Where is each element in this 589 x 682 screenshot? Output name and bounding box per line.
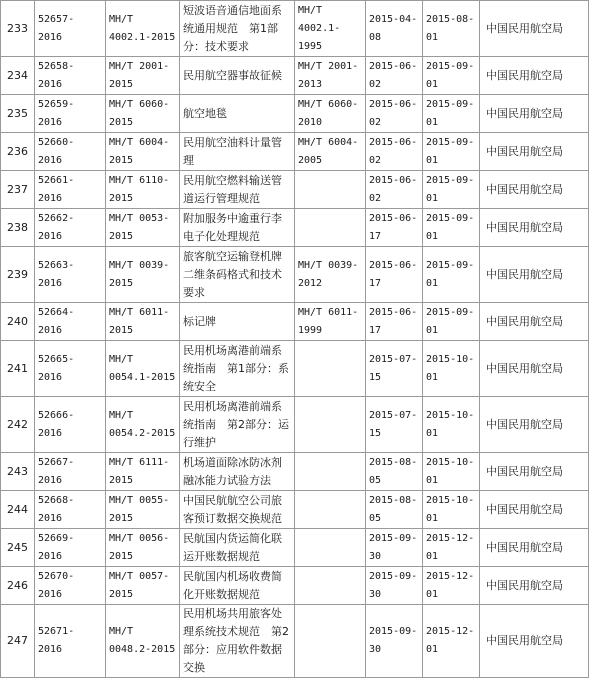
row-number-cell: 235 [1,95,35,133]
effective-date-cell: 2015-12- 01 [423,567,480,605]
effective-date-cell: 2015-09- 01 [423,133,480,171]
replaced-standard-cell [295,171,366,209]
table-body [1,1,589,678]
effective-date-cell: 2015-09- 01 [423,171,480,209]
registration-id-cell: 52667- 2016 [35,453,106,491]
issue-date-cell: 2015-06- 17 [366,209,423,247]
standard-title-cell: 民用机场离港前端系统指南 第2部分：运行维护 [180,397,295,453]
replaced-standard-cell: MH/T 6004- 2005 [295,133,366,171]
row-number-cell: 237 [1,171,35,209]
standard-code-cell: MH/T 6110- 2015 [106,171,180,209]
publisher-cell: 中国民用航空局 [480,247,589,303]
issue-date-cell: 2015-06- 17 [366,303,423,341]
replaced-standard-cell [295,209,366,247]
publisher-cell: 中国民用航空局 [480,171,589,209]
standard-title-cell: 民用机场离港前端系统指南 第1部分：系统安全 [180,341,295,397]
replaced-standard-cell [295,605,366,678]
issue-date-cell: 2015-06- 02 [366,171,423,209]
standard-title-cell: 机场道面除冰防冰剂融冰能力试验方法 [180,453,295,491]
registration-id-cell: 52669- 2016 [35,529,106,567]
registration-id-cell: 52671- 2016 [35,605,106,678]
publisher-cell: 中国民用航空局 [480,303,589,341]
table-row [1,453,589,491]
issue-date-cell: 2015-08- 05 [366,491,423,529]
table-row [1,397,589,453]
registration-id-cell: 52658- 2016 [35,57,106,95]
row-number-cell: 240 [1,303,35,341]
table-row [1,209,589,247]
issue-date-cell: 2015-06- 02 [366,95,423,133]
replaced-standard-cell [295,529,366,567]
table-row [1,567,589,605]
issue-date-cell: 2015-09- 30 [366,567,423,605]
effective-date-cell: 2015-10- 01 [423,491,480,529]
replaced-standard-cell: MH/T 4002.1-1995 [295,1,366,57]
replaced-standard-cell [295,341,366,397]
row-number-cell: 244 [1,491,35,529]
issue-date-cell: 2015-09- 30 [366,605,423,678]
table-row [1,95,589,133]
publisher-cell: 中国民用航空局 [480,397,589,453]
standard-code-cell: MH/T 4002.1-2015 [106,1,180,57]
effective-date-cell: 2015-09- 01 [423,303,480,341]
registration-id-cell: 52666- 2016 [35,397,106,453]
registration-id-cell: 52668- 2016 [35,491,106,529]
standard-title-cell: 附加服务中逾重行李电子化处理规范 [180,209,295,247]
publisher-cell: 中国民用航空局 [480,605,589,678]
table-row [1,57,589,95]
standard-code-cell: MH/T 0039- 2015 [106,247,180,303]
issue-date-cell: 2015-06- 02 [366,133,423,171]
table-row [1,341,589,397]
table-row [1,133,589,171]
table-row [1,303,589,341]
effective-date-cell: 2015-12- 01 [423,605,480,678]
issue-date-cell: 2015-09- 30 [366,529,423,567]
table-row [1,529,589,567]
standard-title-cell: 旅客航空运输登机牌二维条码格式和技术要求 [180,247,295,303]
publisher-cell: 中国民用航空局 [480,133,589,171]
replaced-standard-cell: MH/T 0039- 2012 [295,247,366,303]
standard-code-cell: MH/T 0053- 2015 [106,209,180,247]
publisher-cell: 中国民用航空局 [480,491,589,529]
table-row [1,171,589,209]
effective-date-cell: 2015-10- 01 [423,453,480,491]
issue-date-cell: 2015-04- 08 [366,1,423,57]
registration-id-cell: 52660- 2016 [35,133,106,171]
replaced-standard-cell [295,491,366,529]
row-number-cell: 234 [1,57,35,95]
issue-date-cell: 2015-08- 05 [366,453,423,491]
standard-code-cell: MH/T 0055- 2015 [106,491,180,529]
row-number-cell: 236 [1,133,35,171]
standard-code-cell: MH/T 6011- 2015 [106,303,180,341]
row-number-cell: 246 [1,567,35,605]
effective-date-cell: 2015-08- 01 [423,1,480,57]
replaced-standard-cell: MH/T 6011- 1999 [295,303,366,341]
standard-title-cell: 短波语音通信地面系统通用规范 第1部分：技术要求 [180,1,295,57]
effective-date-cell: 2015-09- 01 [423,57,480,95]
replaced-standard-cell [295,397,366,453]
publisher-cell: 中国民用航空局 [480,57,589,95]
publisher-cell: 中国民用航空局 [480,567,589,605]
standard-code-cell: MH/T 0057- 2015 [106,567,180,605]
standard-code-cell: MH/T 0054.2-2015 [106,397,180,453]
standard-code-cell: MH/T 6004- 2015 [106,133,180,171]
row-number-cell: 242 [1,397,35,453]
issue-date-cell: 2015-06- 02 [366,57,423,95]
row-number-cell: 247 [1,605,35,678]
registration-id-cell: 52662- 2016 [35,209,106,247]
issue-date-cell: 2015-07- 15 [366,341,423,397]
table-row [1,1,589,57]
standard-title-cell: 民用航空燃料输送管道运行管理规范 [180,171,295,209]
issue-date-cell: 2015-07- 15 [366,397,423,453]
publisher-cell: 中国民用航空局 [480,453,589,491]
table-row [1,605,589,678]
effective-date-cell: 2015-10- 01 [423,341,480,397]
standard-title-cell: 民航国内机场收费简化开账数据规范 [180,567,295,605]
table-row [1,247,589,303]
registration-id-cell: 52665- 2016 [35,341,106,397]
row-number-cell: 238 [1,209,35,247]
effective-date-cell: 2015-09- 01 [423,247,480,303]
replaced-standard-cell [295,567,366,605]
publisher-cell: 中国民用航空局 [480,1,589,57]
standard-title-cell: 民航国内货运简化联运开账数据规范 [180,529,295,567]
standard-code-cell: MH/T 6111- 2015 [106,453,180,491]
standard-code-cell: MH/T 0048.2-2015 [106,605,180,678]
publisher-cell: 中国民用航空局 [480,341,589,397]
standard-code-cell: MH/T 0054.1-2015 [106,341,180,397]
effective-date-cell: 2015-12- 01 [423,529,480,567]
row-number-cell: 241 [1,341,35,397]
registration-id-cell: 52661- 2016 [35,171,106,209]
effective-date-cell: 2015-09- 01 [423,209,480,247]
table-row [1,491,589,529]
registration-id-cell: 52670- 2016 [35,567,106,605]
effective-date-cell: 2015-09- 01 [423,95,480,133]
effective-date-cell: 2015-10- 01 [423,397,480,453]
standard-code-cell: MH/T 0056- 2015 [106,529,180,567]
publisher-cell: 中国民用航空局 [480,529,589,567]
standard-title-cell: 航空地毯 [180,95,295,133]
registration-id-cell: 52659- 2016 [35,95,106,133]
standard-code-cell: MH/T 2001- 2015 [106,57,180,95]
standard-title-cell: 民用航空油料计量管理 [180,133,295,171]
row-number-cell: 233 [1,1,35,57]
row-number-cell: 245 [1,529,35,567]
registration-id-cell: 52663- 2016 [35,247,106,303]
row-number-cell: 243 [1,453,35,491]
registration-id-cell: 52664- 2016 [35,303,106,341]
publisher-cell: 中国民用航空局 [480,95,589,133]
replaced-standard-cell: MH/T 2001- 2013 [295,57,366,95]
publisher-cell: 中国民用航空局 [480,209,589,247]
standard-code-cell: MH/T 6060- 2015 [106,95,180,133]
standard-title-cell: 民用机场共用旅客处理系统技术规范 第2部分：应用软件数据交换 [180,605,295,678]
standard-title-cell: 标记牌 [180,303,295,341]
row-number-cell: 239 [1,247,35,303]
replaced-standard-cell [295,453,366,491]
registration-id-cell: 52657- 2016 [35,1,106,57]
standard-title-cell: 民用航空器事故征候 [180,57,295,95]
standard-title-cell: 中国民航航空公司旅客预订数据交换规范 [180,491,295,529]
replaced-standard-cell: MH/T 6060- 2010 [295,95,366,133]
issue-date-cell: 2015-06- 17 [366,247,423,303]
